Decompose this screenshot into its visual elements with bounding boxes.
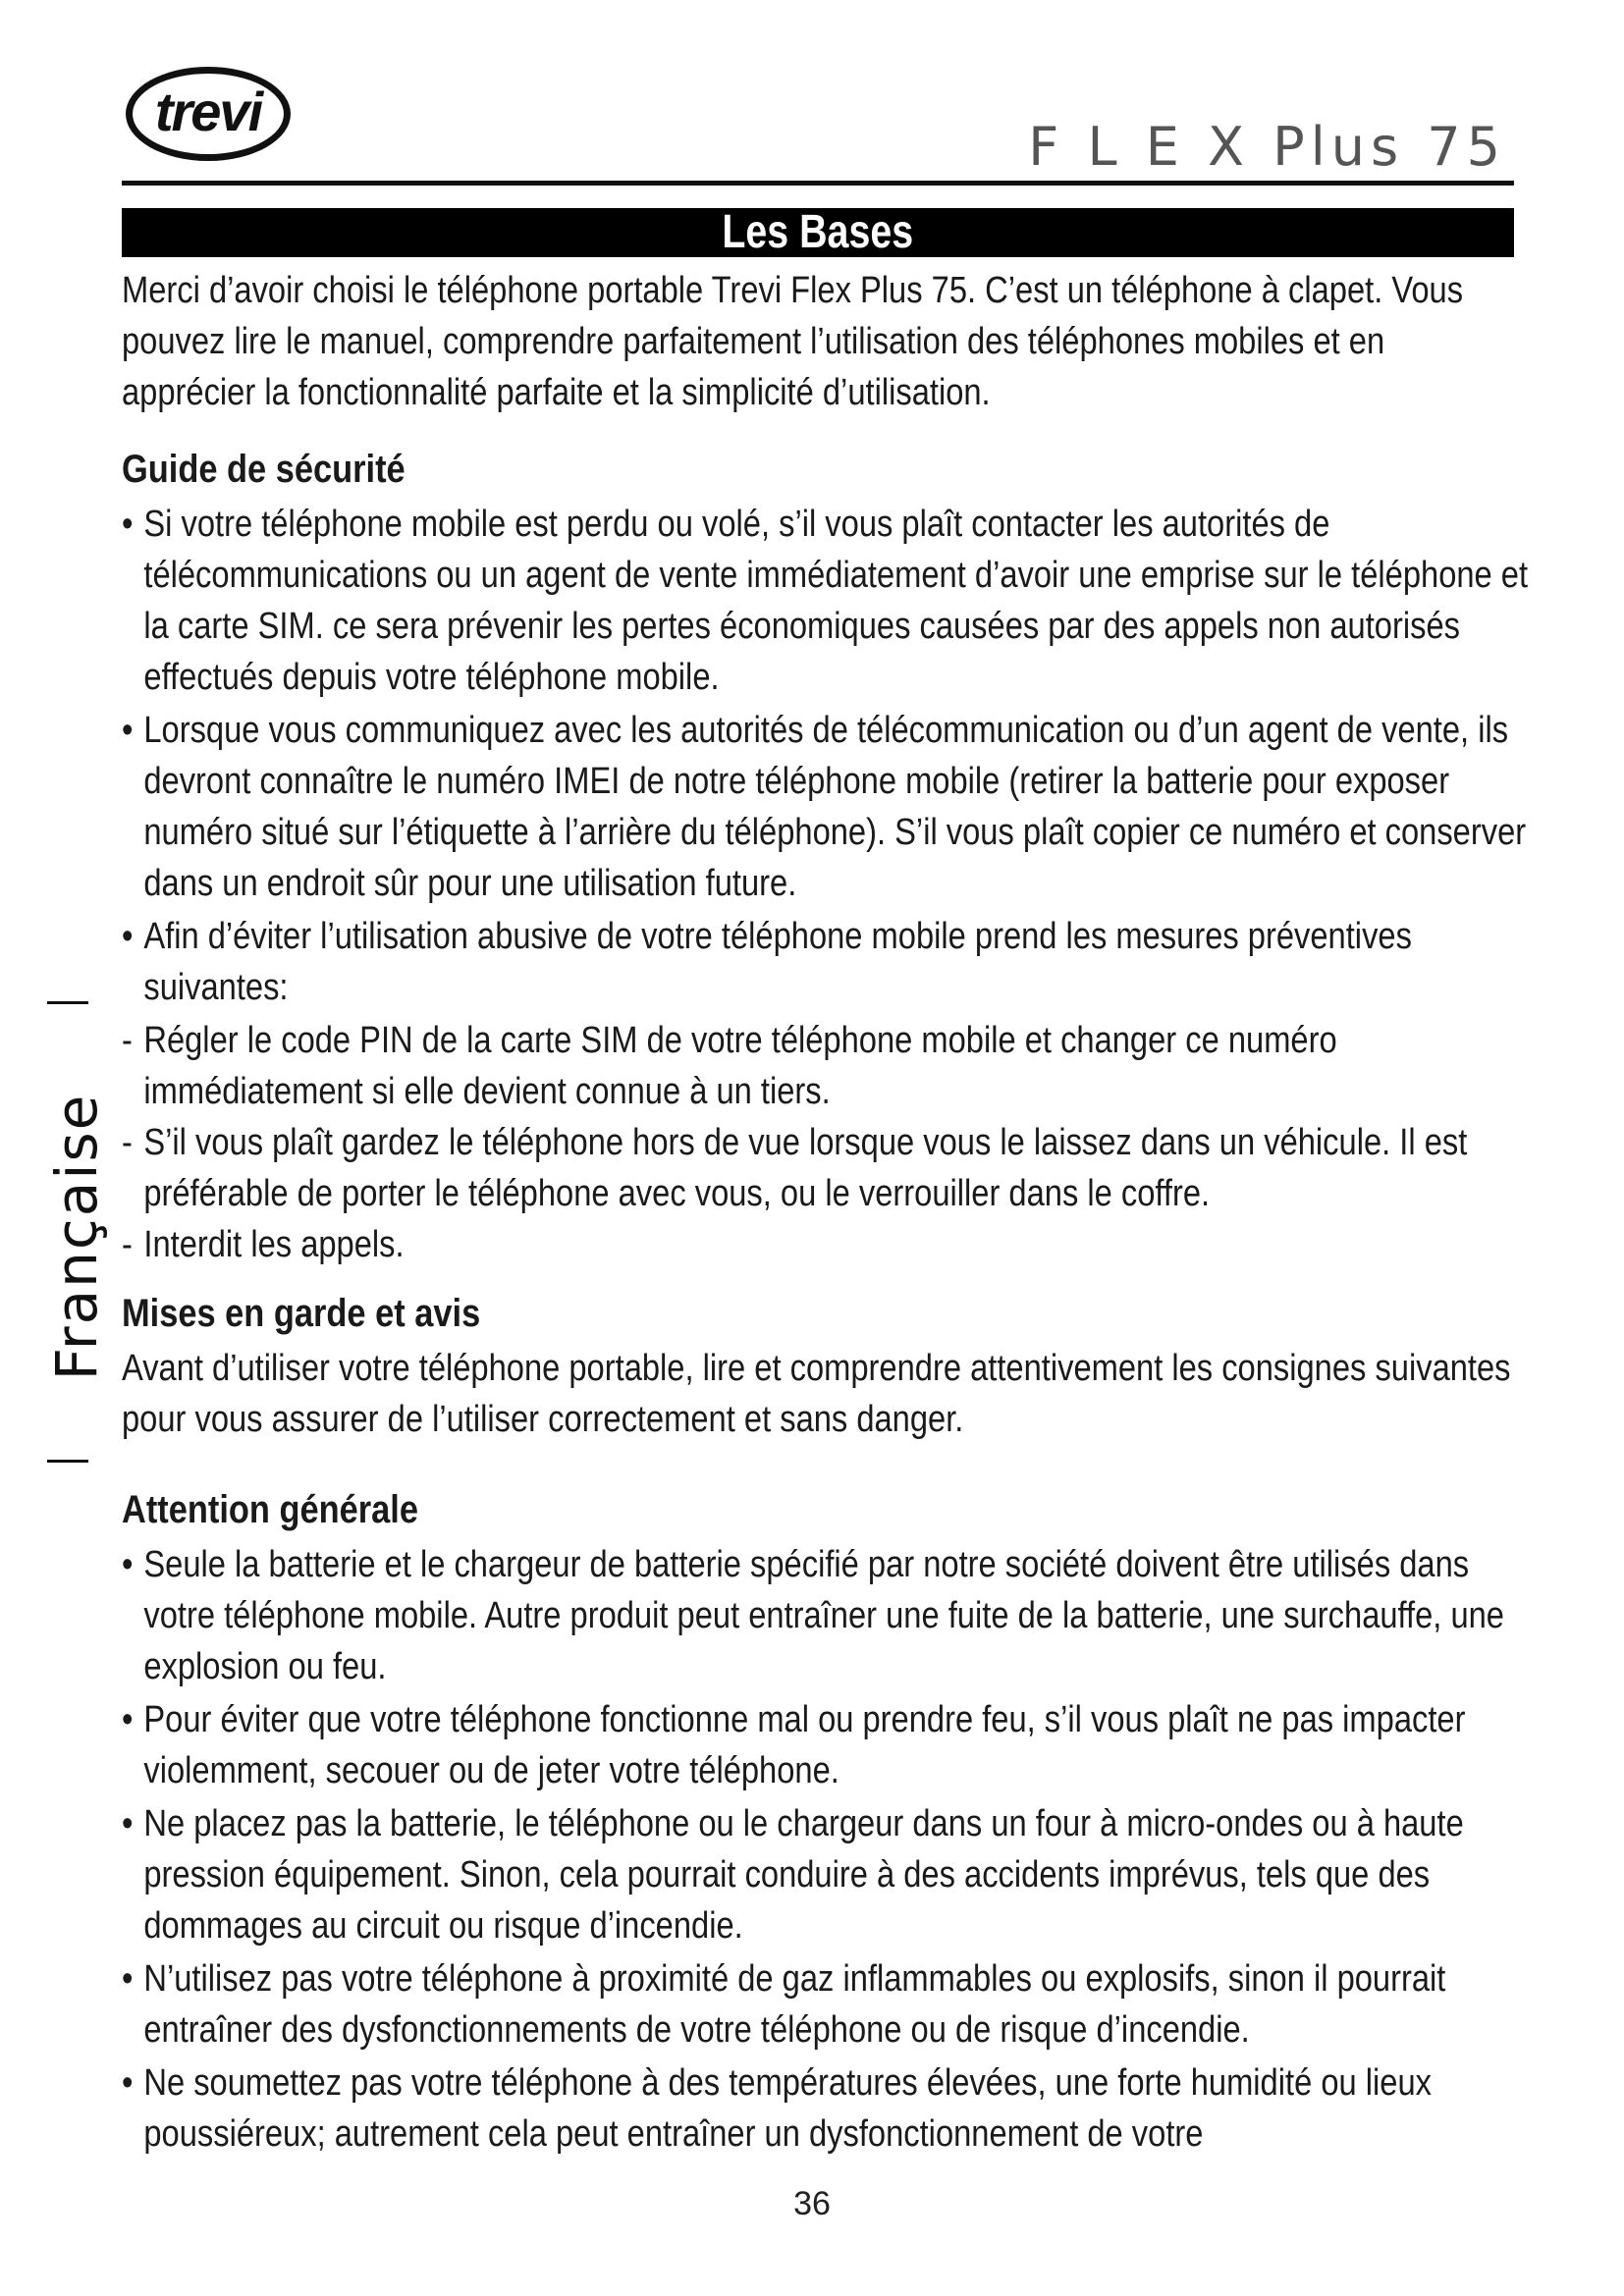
intro-paragraph: Merci d’avoir choisi le téléphone portable Trevi Flex Plus 75. C’est un téléphone à clapet. Vous pouvez lire le manuel, comprendre parfaitement l’utilisation des téléphones mobiles et en apprécier la fonctionnalité parfaite et la simplicité d’utilisation. (122, 270, 1464, 413)
safety-dash-item: - Régler le code PIN de la carte SIM de votre téléphone mobile et changer ce numéro immédiatement si elle devient connue à un tiers. (122, 1015, 1533, 1117)
side-tab-label: Française (43, 1093, 110, 1381)
general-bullet: • Pour éviter que votre téléphone fonctionne mal ou prendre feu, s’il vous plaît ne pas impacter violemment, secouer ou de jeter votre téléphone. (122, 1694, 1533, 1796)
header-rule (122, 181, 1514, 186)
model-name: F L E X Plus 75 (1028, 116, 1506, 178)
section-title-bar (122, 208, 1514, 257)
side-tab-top-line (47, 1001, 88, 1004)
warnings-paragraph: Avant d’utiliser votre téléphone portable, lire et comprendre attentivement les consignes suivantes pour vous assurer de l’utiliser correctement et sans danger. (122, 1348, 1511, 1440)
general-bullet: • Seule la batterie et le chargeur de batterie spécifié par notre société doivent être utilisés dans votre téléphone mobile. Autre produit peut entraîner une fuite de la batterie, une surchauffe, une explosion ou feu. (122, 1539, 1533, 1692)
language-side-tab (43, 1001, 110, 1463)
safety-heading: Guide de sécurité (122, 448, 406, 491)
trevi-logo (126, 67, 291, 161)
page-number: 36 (793, 2185, 831, 2222)
general-bullet: • Ne soumettez pas votre téléphone à des températures élevées, une forte humidité ou lieux poussiéreux; autrement cela peut entraîner un dysfonctionnement de votre (122, 2057, 1533, 2160)
page-content (122, 265, 1529, 2162)
side-tab-bottom-line (47, 1460, 88, 1463)
safety-list (122, 499, 1529, 1270)
safety-bullet: • Afin d’éviter l’utilisation abusive de votre téléphone mobile prend les mesures préventives suivantes: (122, 911, 1533, 1013)
general-heading: Attention générale (122, 1488, 418, 1531)
section-title: Les Bases (722, 206, 914, 258)
safety-dash-item: - S’il vous plaît gardez le téléphone hors de vue lorsque vous le laissez dans un véhicule. Il est préférable de porter le téléphone avec vous, ou le verrouiller dans le coffre. (122, 1117, 1533, 1219)
safety-bullet: • Si votre téléphone mobile est perdu ou volé, s’il vous plaît contacter les autorités de télécommunications ou un agent de vente immédiatement d’avoir une emprise sur le téléphone et la carte SIM. ce sera prévenir les pertes économiques causées par des appels non autorisés effectués depuis votre téléphone mobile. (122, 499, 1533, 703)
general-bullet: • N’utilisez pas votre téléphone à proximité de gaz inflammables ou explosifs, sinon il pourrait entraîner des dysfonctionnements de votre téléphone ou de risque d’incendie. (122, 1953, 1533, 2056)
safety-dash-item: - Interdit les appels. (122, 1219, 1533, 1270)
safety-bullet: • Lorsque vous communiquez avec les autorités de télécommunication ou d’un agent de vente, ils devront connaître le numéro IMEI de notre téléphone mobile (retirer la batterie pour exposer numéro situé sur l’étiquette à l’arrière du téléphone). S’il vous plaît copier ce numéro et conserver dans un endroit sûr pour une utilisation future. (122, 705, 1533, 909)
general-bullet: • Ne placez pas la batterie, le téléphone ou le chargeur dans un four à micro-ondes ou à haute pression équipement. Sinon, cela pourrait conduire à des accidents imprévus, tels que des dommages au circuit ou risque d’incendie. (122, 1798, 1533, 1951)
logo-text: trevi (154, 80, 262, 142)
warnings-heading: Mises en garde et avis (122, 1292, 481, 1335)
general-list (122, 1539, 1514, 2160)
